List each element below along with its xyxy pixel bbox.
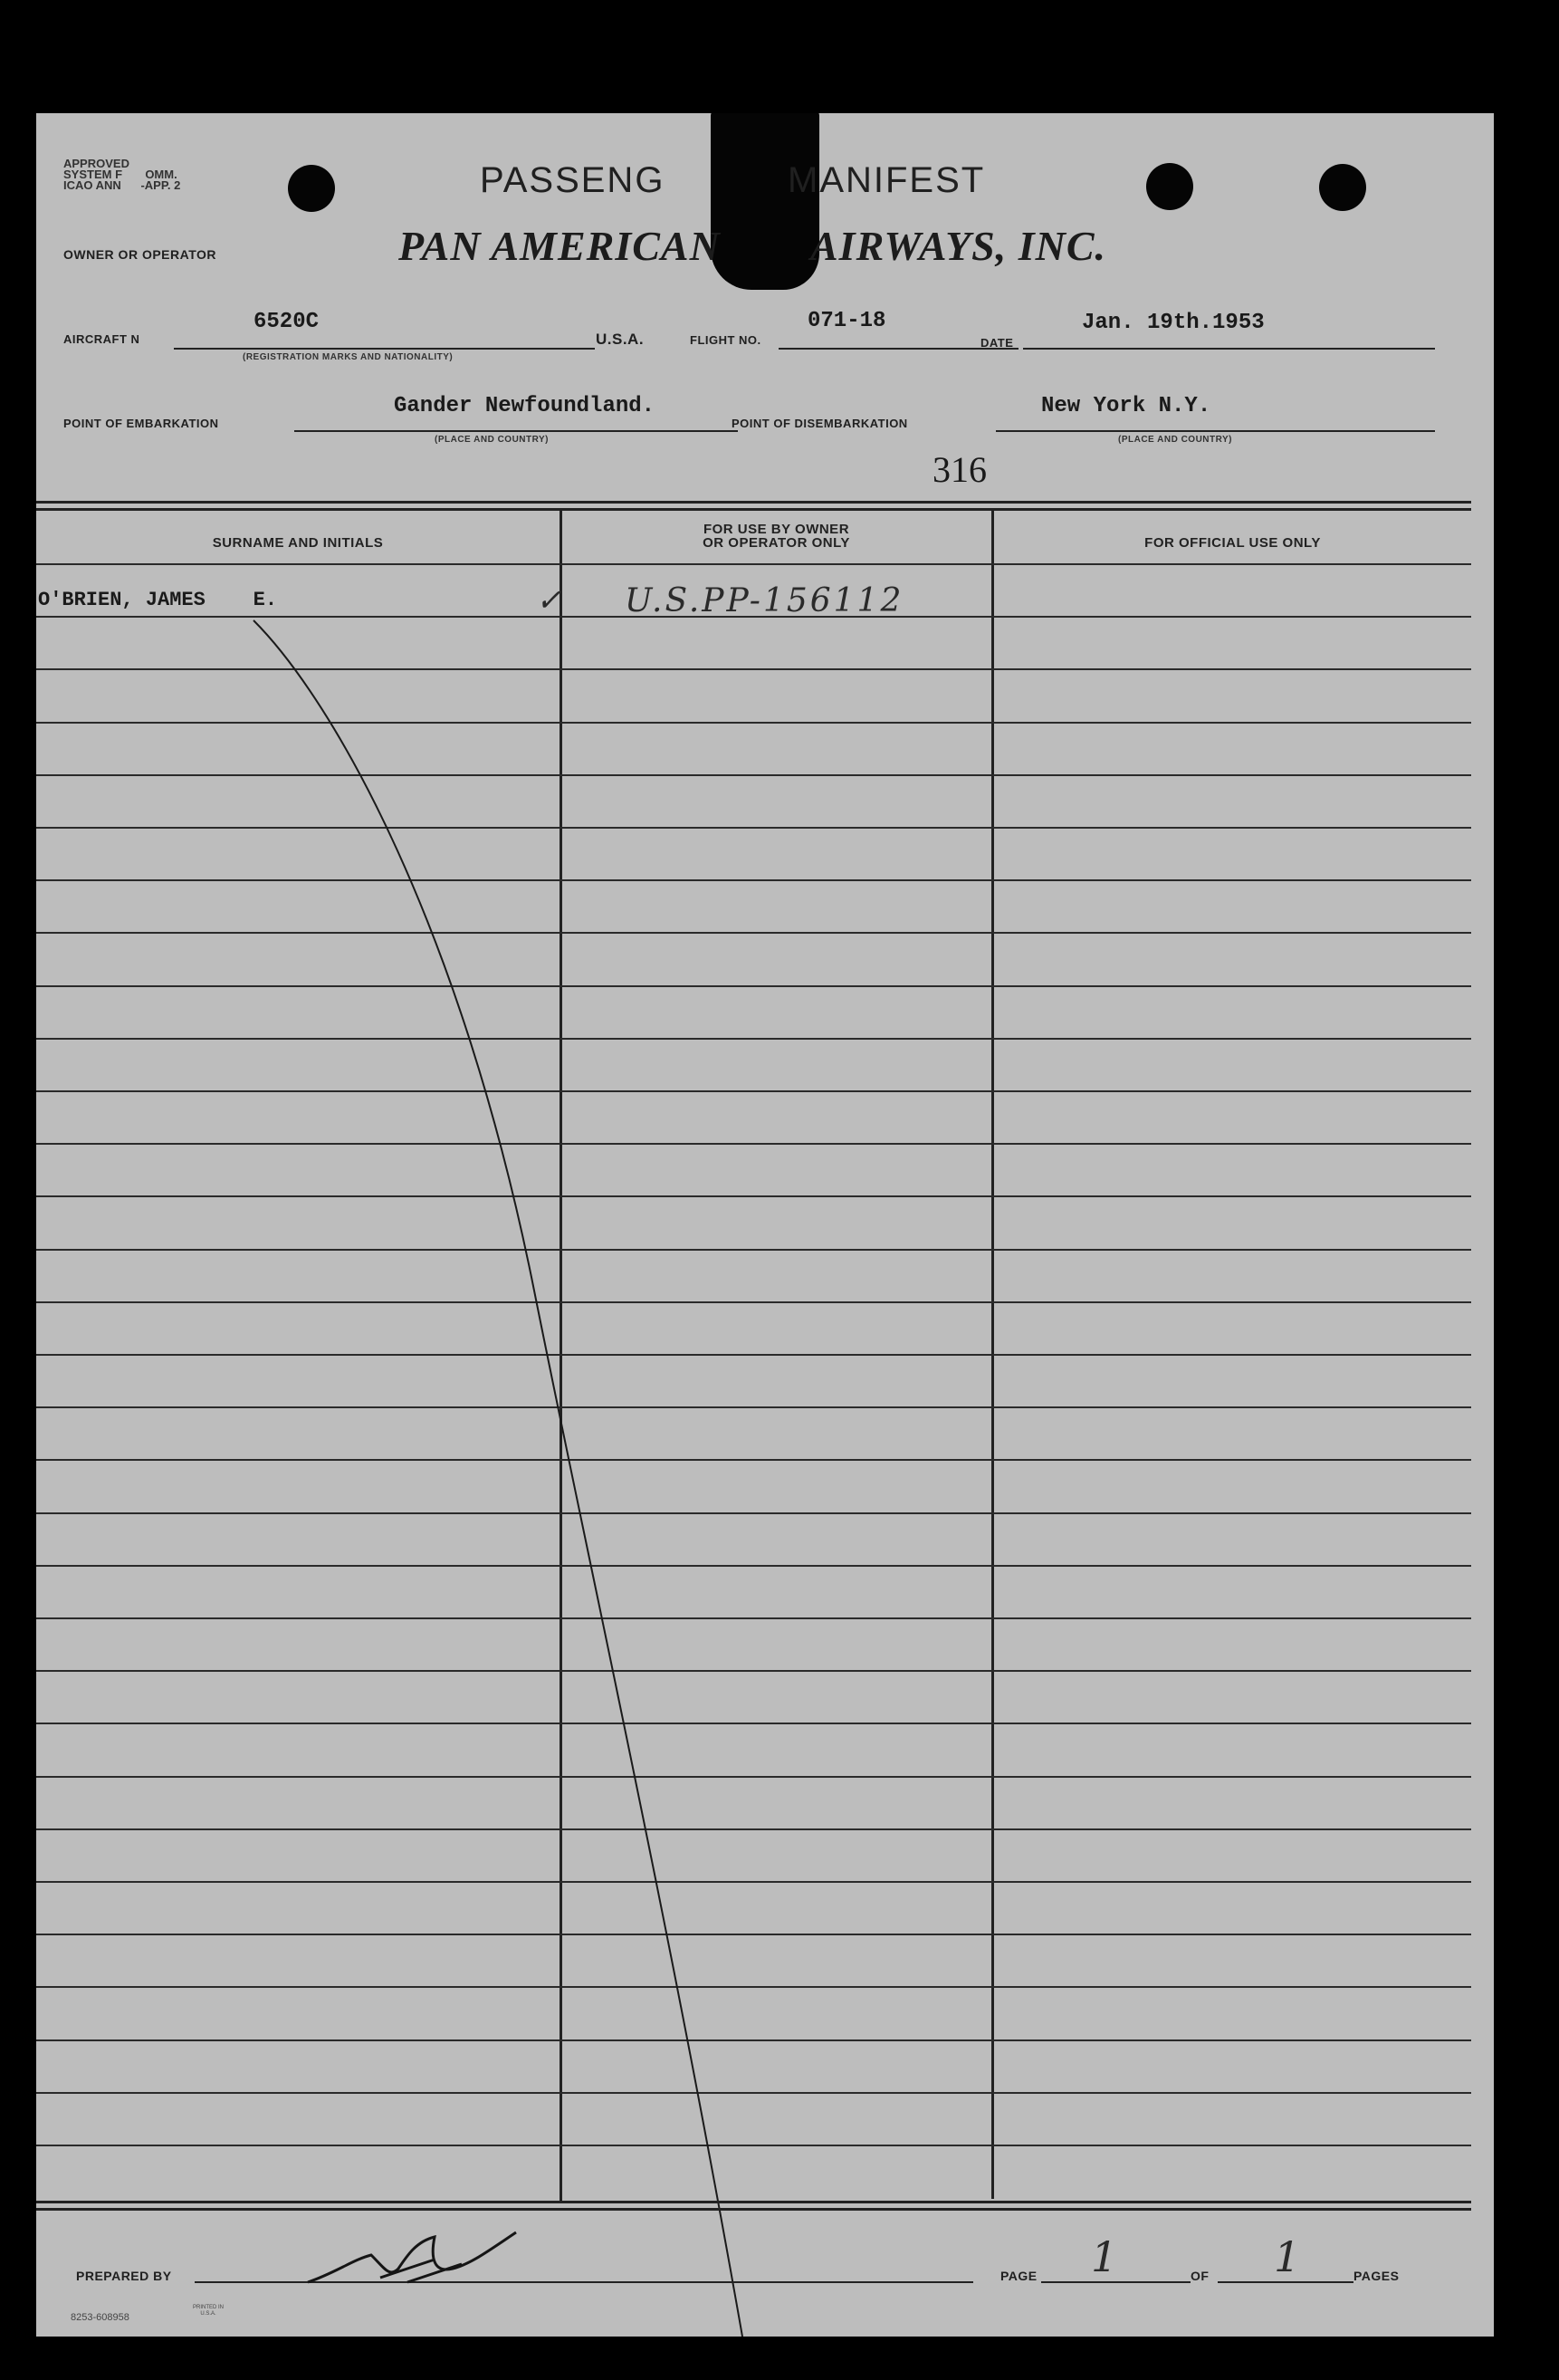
date-value: Jan. 19th.1953	[1082, 311, 1265, 335]
table-bottom-rule	[36, 2201, 1471, 2203]
aircraft-value: 6520C	[253, 310, 320, 334]
passport-note: U.S.PP-156112	[625, 582, 904, 619]
company-left: PAN AMERICAN	[398, 223, 721, 269]
disembark-caption: (PLACE AND COUNTRY)	[1118, 435, 1232, 445]
country-label: U.S.A.	[596, 331, 645, 348]
approval-line: ICAO ANN	[63, 178, 121, 192]
aircraft-label: AIRCRAFT N	[63, 332, 140, 346]
owner-header-line: FOR USE BY OWNER	[703, 522, 850, 537]
ditto-stroke	[36, 113, 1494, 2337]
printed-mark: PRINTED IN U.S.A.	[192, 2305, 224, 2317]
owner-header-line: OR OPERATOR ONLY	[703, 535, 850, 551]
date-label: DATE	[980, 336, 1014, 350]
form-number: 8253-608958	[71, 2312, 129, 2323]
title-left: PASSENG	[480, 160, 665, 200]
manifest-sheet	[36, 113, 1494, 2337]
owner-label: OWNER OR OPERATOR	[63, 247, 216, 262]
disembark-value: New York N.Y.	[1041, 394, 1211, 418]
prepared-by-label: PREPARED BY	[76, 2269, 172, 2283]
title-right: MANIFEST	[788, 160, 986, 200]
page-label: PAGE	[1000, 2269, 1038, 2283]
flight-no-value: 071-18	[808, 309, 886, 333]
page-value: 1	[1091, 2232, 1118, 2281]
embark-label: POINT OF EMBARKATION	[63, 417, 219, 430]
column-header-official: FOR OFFICIAL USE ONLY	[1144, 535, 1321, 551]
disembark-label: POINT OF DISEMBARKATION	[732, 417, 908, 430]
table-bottom-rule-2	[36, 2208, 1471, 2211]
embark-value: Gander Newfoundland.	[394, 394, 655, 418]
registration-caption: (REGISTRATION MARKS AND NATIONALITY)	[243, 352, 454, 362]
of-underline	[1218, 2281, 1353, 2283]
approval-line: SYSTEM F	[63, 168, 123, 181]
preparer-signature	[299, 2223, 534, 2291]
of-label: OF	[1191, 2269, 1210, 2283]
flight-no-label: FLIGHT NO.	[690, 333, 761, 347]
embark-caption: (PLACE AND COUNTRY)	[435, 435, 549, 445]
approval-line: OMM.	[145, 168, 177, 181]
manifest-number: 316	[933, 449, 987, 490]
passenger-name: O'BRIEN, JAMES E.	[38, 589, 278, 611]
approval-line: APPROVED	[63, 157, 129, 170]
owner-checkmark: ✓	[536, 582, 562, 619]
column-header-surname: SURNAME AND INITIALS	[212, 535, 384, 551]
company-right: AIRWAYS, INC.	[810, 223, 1107, 269]
pages-label: PAGES	[1353, 2269, 1400, 2283]
page-underline	[1041, 2281, 1191, 2283]
approval-line: -APP. 2	[140, 178, 181, 192]
of-value: 1	[1274, 2232, 1301, 2281]
